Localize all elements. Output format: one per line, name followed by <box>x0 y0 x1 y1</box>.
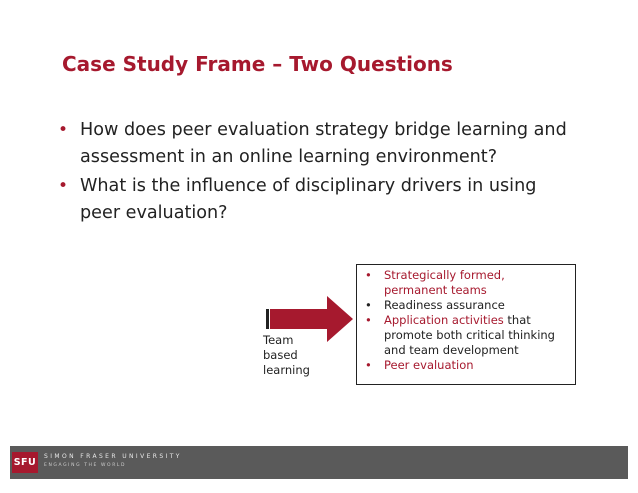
label-line: based <box>263 348 298 362</box>
bullet-icon: • <box>58 120 69 140</box>
component-item <box>365 268 569 298</box>
component-highlight-text: Application activities <box>384 313 504 327</box>
question-text: How does peer evaluation strategy bridge learning and assessment in an online learning environment? <box>80 120 567 167</box>
sfu-logo: SFU <box>12 452 38 473</box>
component-item <box>365 313 569 358</box>
tbl-components-box <box>356 264 576 385</box>
question-item <box>58 173 578 226</box>
component-item <box>365 358 569 373</box>
bullet-icon: • <box>365 268 372 282</box>
team-based-learning-label <box>263 333 310 378</box>
university-tagline: ENGAGING THE WORLD <box>44 463 127 468</box>
university-name: SIMON FRASER UNIVERSITY <box>44 453 182 460</box>
question-item <box>58 117 578 170</box>
question-text: What is the influence of disciplinary drivers in using peer evaluation? <box>80 176 537 223</box>
bullet-icon: • <box>365 358 372 372</box>
bullet-icon: • <box>58 176 69 196</box>
component-item <box>365 298 569 313</box>
bullet-icon: • <box>365 298 372 312</box>
component-text: that promote both critical thinking and team development <box>384 313 555 357</box>
component-text: Readiness assurance <box>384 298 505 312</box>
label-line: Team <box>263 333 294 347</box>
label-line: learning <box>263 363 310 377</box>
component-text: Peer evaluation <box>384 358 474 372</box>
slide-title: Case Study Frame – Two Questions <box>62 52 453 76</box>
bullet-icon: • <box>365 313 372 327</box>
component-text: Strategically formed, permanent teams <box>384 268 505 297</box>
question-list <box>58 117 578 229</box>
